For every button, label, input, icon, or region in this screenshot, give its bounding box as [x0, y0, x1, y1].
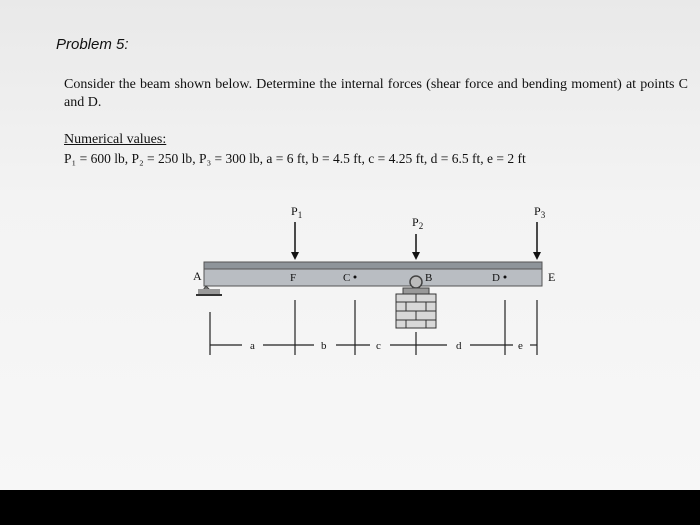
value-e: e = 2 ft [487, 151, 526, 166]
label-point-d: D [492, 272, 500, 284]
value-p1: P₁ = 600 lb [64, 151, 125, 166]
label-p2: $P_2$ [412, 215, 424, 231]
load-p1-arrow [291, 222, 299, 260]
pin-support-a [196, 286, 222, 295]
label-p1: $P_1$ [291, 204, 303, 220]
label-point-a: A [193, 269, 202, 283]
load-p3-arrow [533, 222, 541, 260]
point-d-dot [504, 276, 507, 279]
label-point-b: B [425, 272, 433, 284]
label-point-c: C [343, 272, 351, 284]
value-d: d = 6.5 ft [430, 151, 481, 166]
bottom-black-bar [0, 490, 700, 525]
problem-title: Problem 5: [56, 36, 129, 53]
numerical-values-heading: Numerical values: [64, 132, 167, 147]
dim-label-e: e [518, 340, 523, 352]
label-p3: $P_3$ [534, 204, 546, 220]
label-point-e: E [548, 270, 556, 284]
value-b: b = 4.5 ft [311, 151, 362, 166]
point-c-dot [354, 276, 357, 279]
value-p3: P₃ = 300 lb [198, 151, 260, 166]
dim-label-c: c [376, 340, 381, 352]
dim-label-a: a [250, 340, 255, 352]
dimension-lines [210, 300, 537, 355]
value-c: c = 4.25 ft [368, 151, 424, 166]
problem-statement: Consider the beam shown below. Determine the internal forces (shear force and bending moment) at points C and D. [64, 77, 688, 110]
dim-label-b: b [321, 340, 327, 352]
dim-label-d: d [456, 340, 462, 352]
load-p2-arrow [412, 234, 420, 260]
numerical-values-line: P₁ = 600 lb, P₂ = 250 lb, P₃ = 300 lb, a = 6 ft, b = 4.5 ft, c = 4.25 ft, d = 6.5 ft, e = 2 ft [64, 151, 526, 166]
value-p2: P₂ = 250 lb [131, 151, 193, 166]
label-point-f: F [290, 272, 297, 284]
value-a: a = 6 ft [266, 151, 306, 166]
